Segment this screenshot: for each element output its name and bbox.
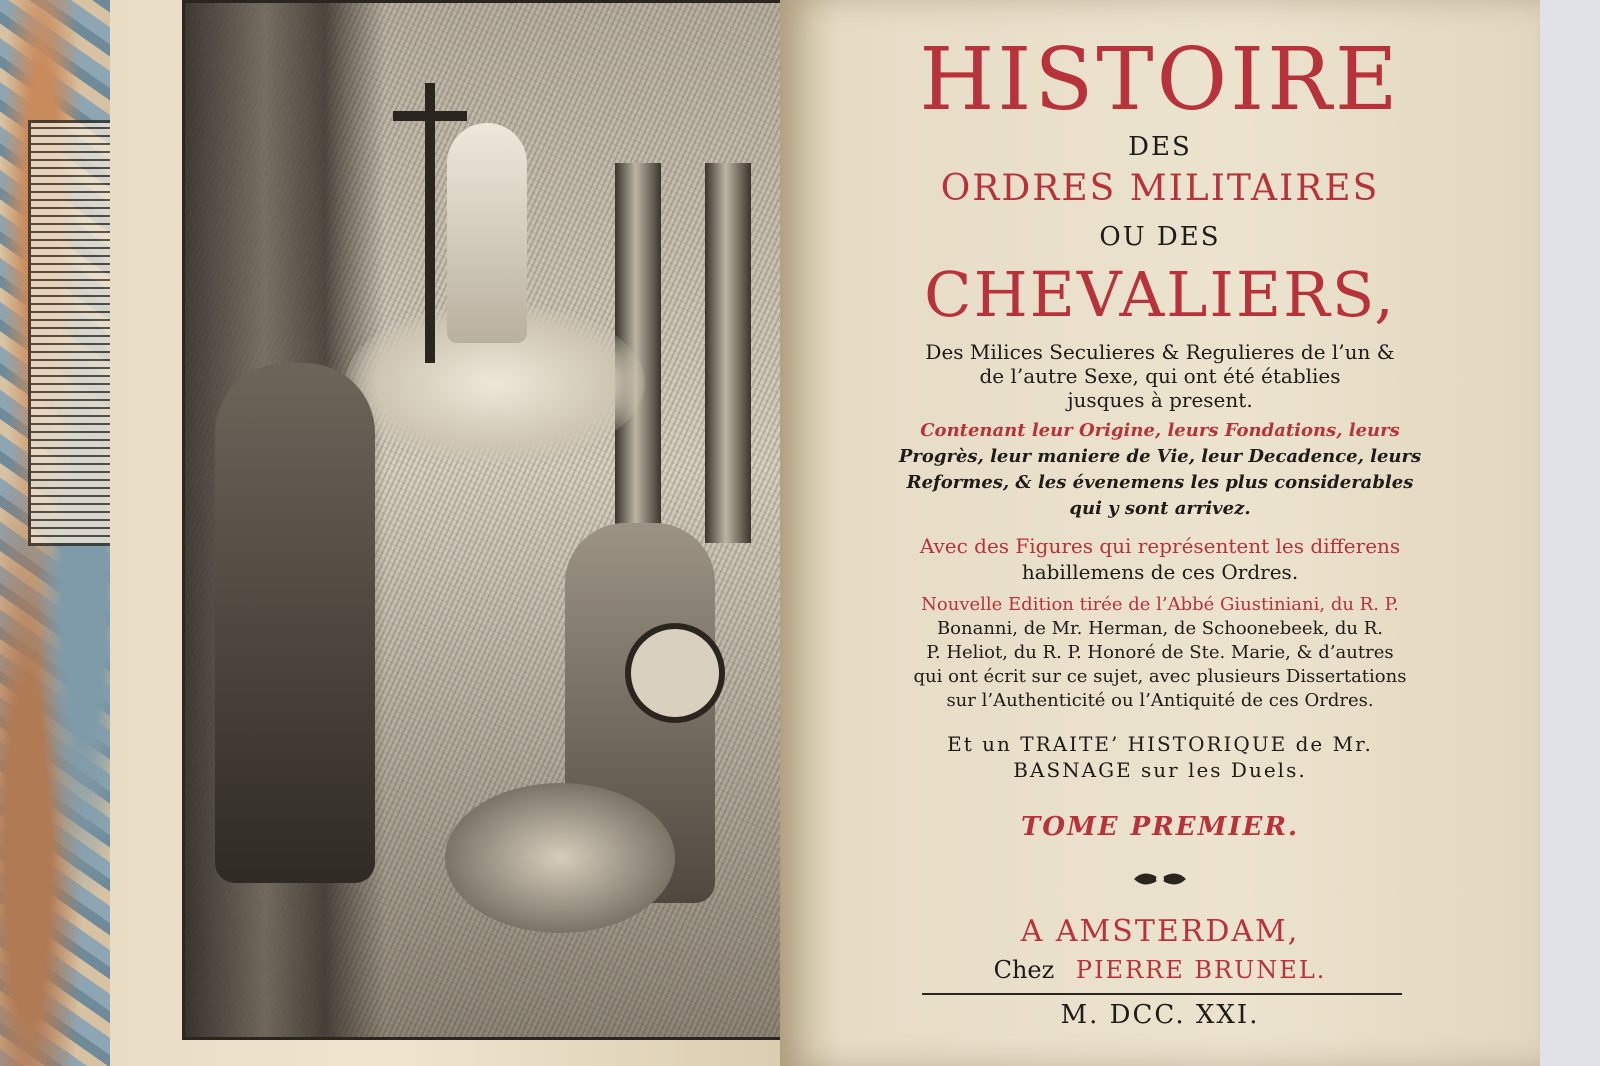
contenant-line: qui y sont arrivez. <box>1069 498 1251 519</box>
imprint-rule <box>922 993 1402 995</box>
traite-line: Et un TRAITE’ HISTORIQUE de Mr. <box>947 732 1373 756</box>
frontispiece-page <box>110 0 810 1066</box>
armored-soldier <box>215 363 375 883</box>
cross <box>425 83 435 363</box>
contenant-line: Progrès, leur maniere de Vie, leur Decadence, leurs <box>898 446 1422 467</box>
title-ou-des: OU DES <box>1099 222 1221 252</box>
allegorical-figure <box>447 123 527 343</box>
imprint-chez: Chez <box>993 956 1055 984</box>
cross-bar <box>393 111 467 121</box>
column <box>705 163 751 543</box>
edition-line: P. Heliot, du R. P. Honoré de Ste. Marie, & d’autres <box>926 642 1394 663</box>
imprint-publisher: PIERRE BRUNEL. <box>1075 956 1327 984</box>
contenant-line: Contenant leur Origine, leurs Fondations, leurs <box>920 420 1400 441</box>
subtitle-line: de l’autre Sexe, qui ont été établies <box>979 364 1341 388</box>
title-ordres-militaires: ORDRES MILITAIRES <box>940 168 1380 209</box>
title-page <box>780 0 1540 1066</box>
figures-line: Avec des Figures qui représentent les differens <box>919 534 1401 558</box>
imprint-publisher-line <box>800 956 1520 984</box>
edition-line: sur l’Authenticité ou l’Antiquité de ces Ordres. <box>946 690 1374 711</box>
traite-line: BASNAGE sur les Duels. <box>1013 758 1307 782</box>
title-histoire: HISTOIRE <box>919 30 1401 130</box>
cross-shield-icon <box>625 623 725 723</box>
imprint-city: A AMSTERDAM, <box>1020 914 1300 949</box>
printers-ornament-icon <box>1130 868 1190 890</box>
edition-line: qui ont écrit sur ce sujet, avec plusieurs Dissertations <box>913 666 1407 687</box>
tome-label: TOME PREMIER. <box>1020 812 1300 842</box>
imprint-year: M. DCC. XXI. <box>1060 1000 1260 1030</box>
subtitle-line: jusques à present. <box>1067 388 1253 412</box>
contenant-line: Reformes, & les évenemens les plus considerables <box>906 472 1414 493</box>
title-chevaliers: CHEVALIERS, <box>924 258 1396 331</box>
figures-line: habillemens de ces Ordres. <box>1021 560 1299 584</box>
edition-line: Nouvelle Edition tirée de l’Abbé Giustiniani, du R. P. <box>921 594 1399 615</box>
edition-line: Bonanni, de Mr. Herman, de Schoonebeek, du R. <box>936 618 1384 639</box>
frontispiece-engraving <box>182 0 794 1040</box>
title-des: DES <box>1128 132 1192 162</box>
cover-ornament <box>28 120 114 546</box>
fallen-figure <box>445 783 675 933</box>
subtitle-line: Des Milices Seculieres & Regulieres de l’un & <box>925 340 1395 364</box>
